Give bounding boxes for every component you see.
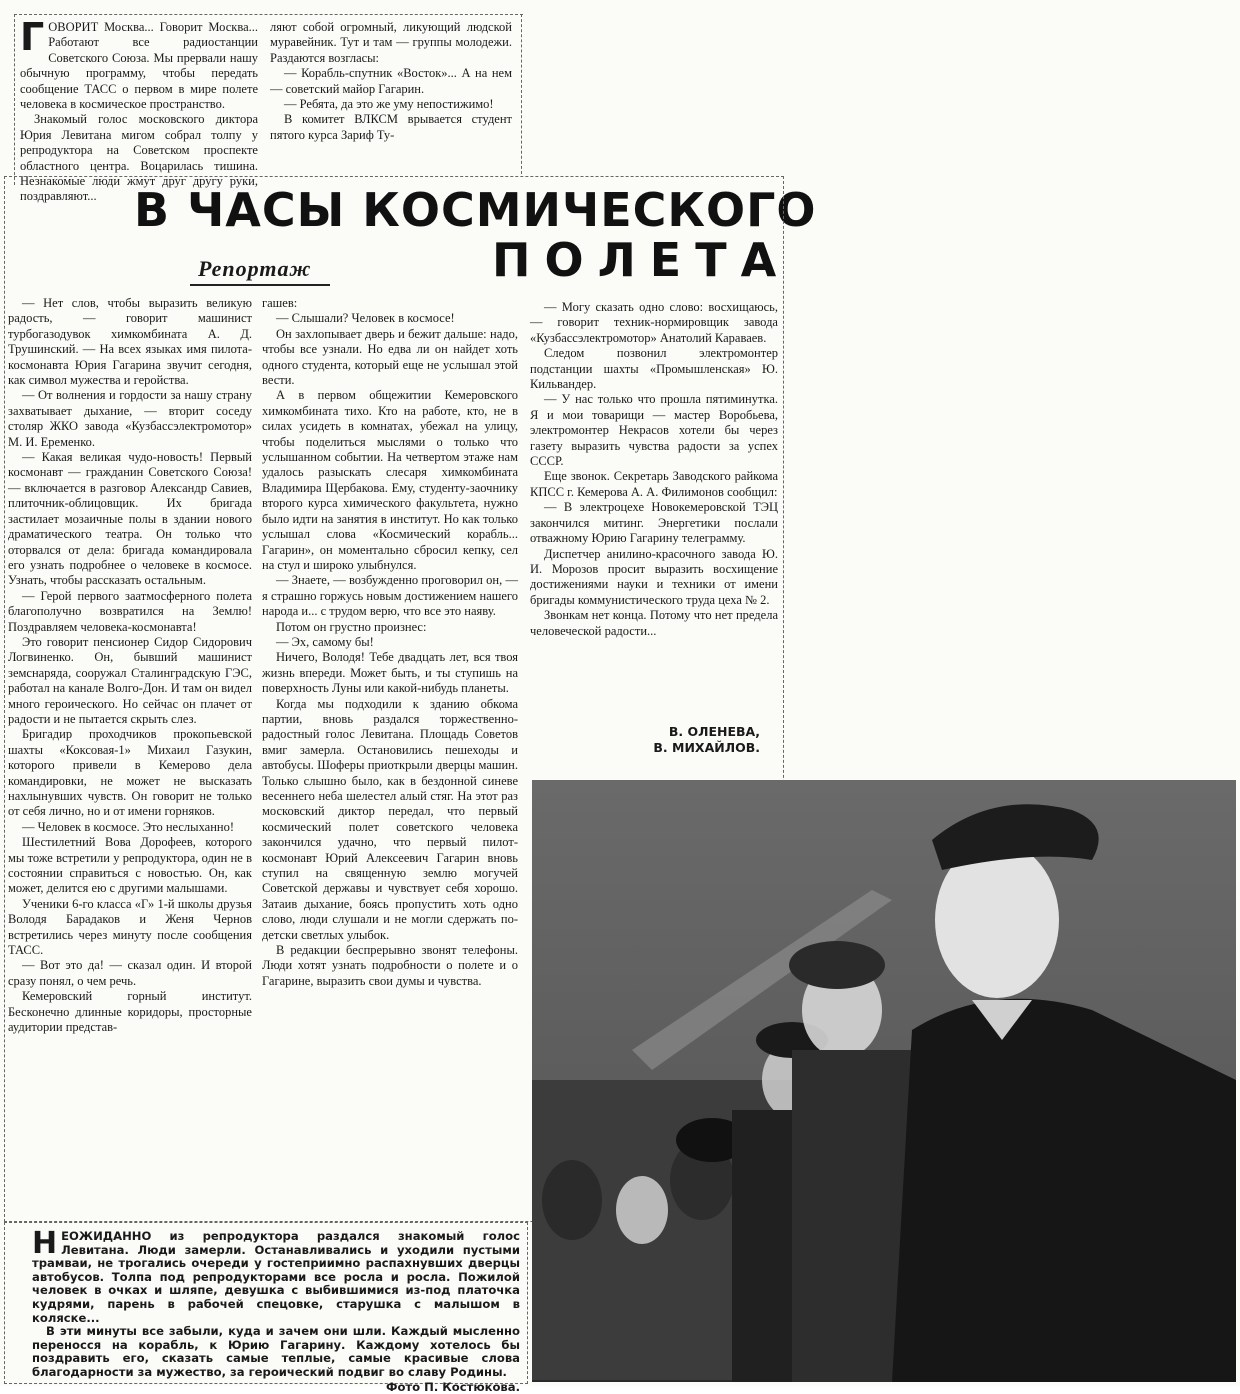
article-paragraph: Еще звонок. Секретарь Заводского райкома КПСС г. Кемерова А. А. Филимонов сообщил: [530, 469, 778, 499]
article-paragraph: А в первом общежитии Кемеровского химкомбината тихо. Кто на работе, кто, не в силах усидеть в комнатах, убежал на улицу, чтобы поделиться мыслями о только что услышанном событии. На четвертом этаже нам удалось разыскать слесаря химкомбината Владимира Щербакова. Ему, студенту-заочнику второго курса химического факультета, нужно было идти на занятия в институт. Но как только услышал слова «Космический корабль... Гагарин», он моментально сбросил кепку, сел на стул и широко улыбнулся. [262, 388, 518, 572]
intro-column-2 [270, 20, 512, 170]
photo-caption [32, 1226, 520, 1394]
article-paragraph: Шестилетний Вова Дорофеев, которого мы тоже встретили у репродуктора, один не в состоянии справиться с новостью. Он, как может, делится ею с другими малышами. [8, 835, 252, 896]
intro-paragraph: В комитет ВЛКСМ врывается студент пятого курса Зариф Ту- [270, 112, 512, 142]
article-paragraph: Диспетчер анилино-красочного завода Ю. И. Морозов просит выразить восхищение достижениями науки и техники от имени бригады коммунистического труда цеха № 2. [530, 546, 778, 607]
byline-author-2: В. МИХАЙЛОВ. [653, 740, 760, 755]
article-paragraph: Кемеровский горный институт. Бесконечно длинные коридоры, просторные аудитории представ- [8, 989, 252, 1035]
intro-box-right [521, 14, 522, 174]
crowd-photo-image [532, 780, 1236, 1382]
article-paragraph: Ничего, Володя! Тебе двадцать лет, вся твоя жизнь впереди. Может быть, и ты ступишь на поверхность Луны или какой-нибудь планеты. [262, 650, 518, 696]
caption-paragraph: В эти минуты все забыли, куда и зачем они шли. Каждый мысленно переносся на корабль, к Юрию Гагарину. Каждому хотелось бы поздравить его, сказать самые теплые, самые красивые слова благодарности за мужество, за героический подвиг во славу Родины. [32, 1324, 520, 1379]
intro-paragraph: — Ребята, да это же уму непостижимо! [284, 97, 494, 112]
article-paragraph: гашев: [262, 296, 298, 310]
article-paragraph: — Какая великая чудо-новость! Первый космонавт — гражданин Советского Союза! — включается в разговор Александр Савиев, плиточник-облицовщик. Их бригада застилает мозаичные полы в здании нового драматического театра. Он только что оторвался от дела: бригада командировала его узнать подробнее о человеке в космосе. Узнать, чтобы рассказать остальным. [8, 450, 252, 588]
intro-paragraph: Знакомый голос московского диктора Юрия Левитана мигом собрал толпу у репродуктора на Советском проспекте областного центра. Воцарилась тишина. Незнакомые люди жмут друг другу руки, поздравляют... [20, 112, 258, 204]
article-paragraph: Когда мы подходили к зданию обкома партии, вновь раздался торжественно-радостный голос Левитана. Площадь Советов вмиг замерла. Остановились пешеходы и автобусы. Шоферы приоткрыли дверцы машин. Только слышно было, как в бездонной синеве весеннего неба шелестел алый стяг. На этот раз московский диктор передал, что первый космический полет советского человека закончился удачно, что первый пилот-космонавт Юрий Алексеевич Гагарин вновь ступил на священную землю могучей Советской державы и чувствует себя хорошо. Затаив дыхание, боясь пропустить хоть одно слово, люди слушали и не могли сдержать по-детски светлых улыбок. [262, 696, 518, 942]
article-paragraph: — Эх, самому бы! [276, 634, 374, 649]
article-paragraph: Он захлопывает дверь и бежит дальше: надо, чтобы все узнали. Но едва ли он найдет хоть одного студента, который еще не услышал этой вести. [262, 326, 518, 388]
article-paragraph: Потом он грустно произнес: [276, 619, 427, 634]
byline-author-1: В. ОЛЕНЕВА, [668, 724, 760, 739]
article-paragraph: — Вот это да! — сказал один. И второй сразу понял, о чем речь. [8, 958, 252, 988]
article-paragraph: — Могу сказать одно слово: восхищаюсь, — говорит техник-нормировщик завода «Кузбассэлектромотор» Анатолий Караваев. [530, 300, 778, 345]
article-paragraph: — Нет слов, чтобы выразить великую радость, — говорит машинист турбогазодувок химкомбината А. Д. Трушинский. — На всех языках имя пилота-космонавта Юрия Гагарина звучит сегодня, как символ мужества и геройства. [8, 296, 252, 388]
caption-dropcap: Н [32, 1226, 58, 1261]
intro-paragraph: ляют собой огромный, ликующий людской муравейник. Тут и там — группы молодежи. Раздаются возгласы: [270, 20, 512, 65]
article-paragraph: Это говорит пенсионер Сидор Сидорович Логвиненко. Он, бывший машинист земснаряда, сооружал Сталинградскую ГЭС, работал на канале Волго-Дон. И там он видел много героического. Но сейчас он плачет от радости и не пытается скрыть слез. [8, 634, 252, 726]
article-paragraph: В редакции беспрерывно звонят телефоны. Люди хотят узнать подробности о полете и о Гагарине, выразить свои думы и чувства. [262, 943, 518, 988]
article-paragraph: — Знаете, — возбужденно проговорил он, — я страшно горжусь новым достижением нашего народа и... с трудом верю, что все это наяву. [262, 573, 518, 619]
intro-paragraph: ОВОРИТ Москва... Говорит Москва... Работают все радиостанции Советского Союза. Мы прервали нашу обычную программу, чтобы передать сообщение ТАСС о первом в мире полете человека в космическое пространство. [20, 20, 258, 112]
intro-paragraph: — Корабль-спутник «Восток»... А на нем — советский майор Гагарин. [270, 66, 512, 96]
photo-credit: Фото П. Костюкова. [385, 1379, 520, 1394]
article-paragraph: — Человек в космосе. Это неслыханно! [22, 819, 234, 834]
headline-line-2: ПОЛЕТА [492, 233, 791, 287]
article-paragraph: — Слышали? Человек в космосе! [276, 311, 455, 326]
intro-dropcap: Г [20, 15, 45, 59]
article-paragraph: — У нас только что прошла пятиминутка. Я и мои товарищи — мастер Воробьева, электромонтер Некрасов хотели бы через газету выразить чувства радости за успех СССР. [530, 392, 778, 469]
article-paragraph: — Герой первого заатмосферного полета благополучно возвратился на Землю! Поздравляем человека-космонавта! [8, 588, 252, 634]
article-paragraph: Бригадир проходчиков прокопьевской шахты «Коксовая-1» Михаил Газукин, которого привели в Кемерово дела командировки, не может не высказать нахлынувших чувств. Он говорит не только от себя лично, но и от имени горняков. [8, 727, 252, 819]
article-paragraph: Следом позвонил электромонтер подстанции шахты «Промышленская» Ю. Кильвандер. [530, 346, 778, 392]
crowd-photo [532, 780, 1236, 1382]
headline-line-1: В ЧАСЫ КОСМИЧЕСКОГО [134, 183, 817, 237]
caption-paragraph: ЕОЖИДАННО из репродуктора раздался знакомый голос Левитана. Люди замерли. Останавливались и уходили пустыми трамваи, не трогались очереди у гостеприимно распахнувших дверцы автобусов. Толпа под репродукторами все росла и росла. Пожилой человек в очках и шляпе, девушка с выбившимися из-под платочка кудрями, парень в рабочей спецовке, старушка с малышом в коляске... [32, 1229, 520, 1325]
article-paragraph: — От волнения и гордости за нашу страну захватывает дыхание, — вторит соседу столяр ЖКО завода «Кузбассэлектромотор» М. И. Еременко. [8, 388, 252, 449]
rubric: Репортаж [198, 256, 312, 281]
article-paragraph: Ученики 6-го класса «Г» 1-й школы друзья Володя Барадаков и Женя Чернов встретились через минуту после сообщения ТАСС. [8, 896, 252, 958]
article-paragraph: — В электроцехе Новокемеровской ТЭЦ закончился митинг. Энергетики послали отважному Юрию Гагарину телеграмму. [530, 500, 778, 546]
article-paragraph: Звонкам нет конца. Потому что нет предела человеческой радости... [530, 608, 778, 638]
